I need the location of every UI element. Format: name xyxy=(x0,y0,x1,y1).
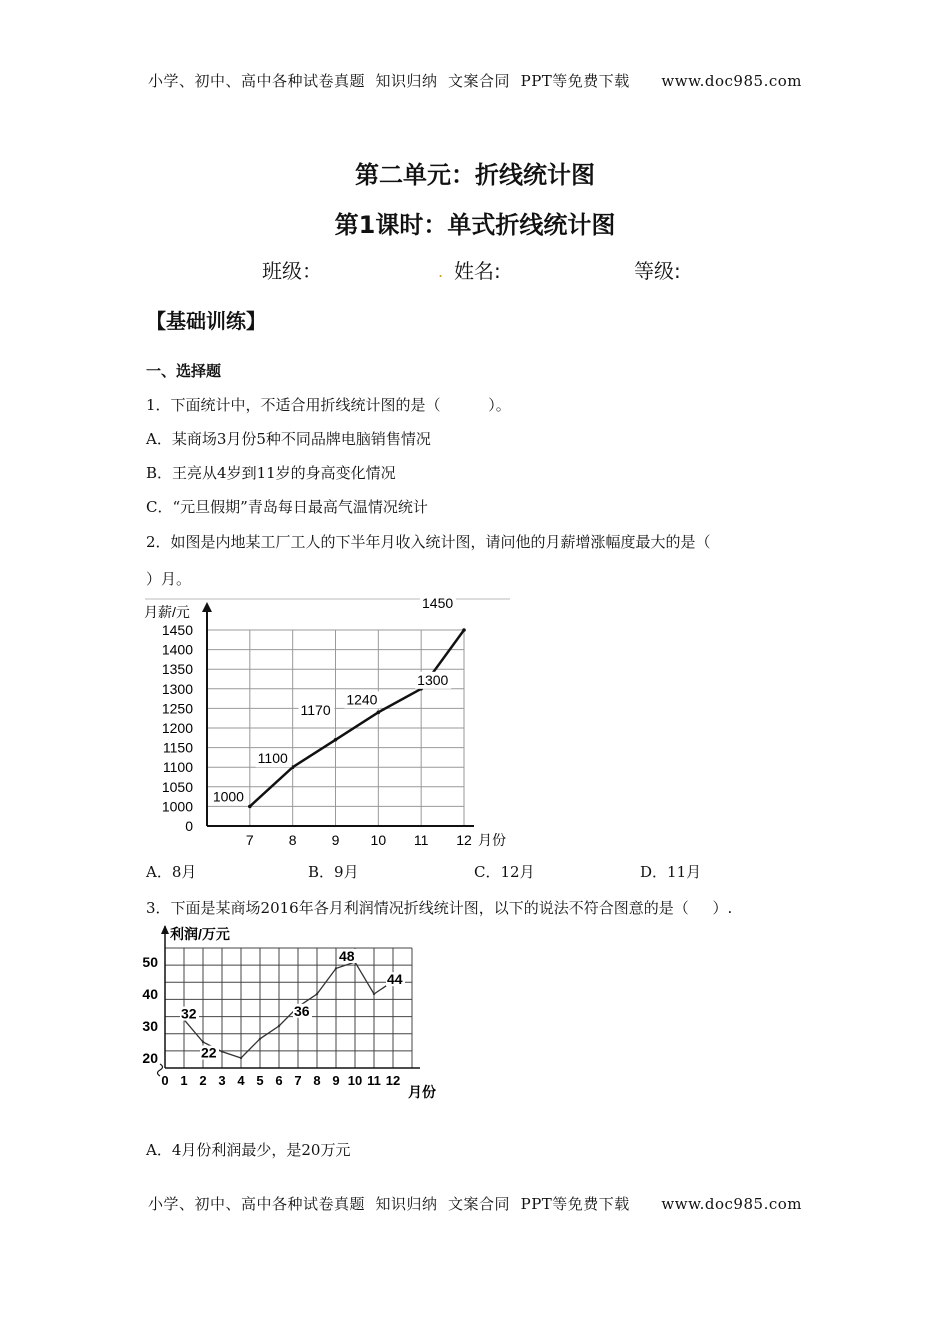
y-tick-label: 1400 xyxy=(161,641,193,658)
subsection-heading: 一、选择题 xyxy=(146,362,222,380)
profit-y-axis-label: 利润/万元 xyxy=(170,926,230,942)
y-tick-label: 1350 xyxy=(161,661,193,678)
profit-line-chart xyxy=(140,922,450,1107)
x-tick-label: 8 xyxy=(288,832,297,848)
y-tick-label: 1100 xyxy=(162,759,193,776)
data-label: 1100 xyxy=(257,750,288,767)
lesson-title: 第1课时：单式折线统计图 xyxy=(334,211,616,239)
data-point xyxy=(202,1041,204,1043)
question-3-stem: 3．下面是某商场2016年各月利润情况折线统计图，以下的说法不符合图意的是（ ）. xyxy=(146,899,733,917)
question-3-option-a: A．4月份利润最少，是20万元 xyxy=(146,1141,351,1159)
unit-title: 第二单元：折线统计图 xyxy=(355,161,595,189)
x-tick-label: 2 xyxy=(199,1073,207,1088)
y-tick-label: 1300 xyxy=(161,680,193,697)
x-tick-label: 4 xyxy=(237,1073,245,1088)
y-tick-label: 0 xyxy=(185,818,193,834)
y-tick-label: 1050 xyxy=(161,778,193,795)
data-point xyxy=(335,967,337,969)
data-label: 1000 xyxy=(212,788,244,805)
data-label: 1170 xyxy=(300,701,331,718)
y-tick-label: 50 xyxy=(142,954,158,970)
page-header: 小学、初中、高中各种试卷真题 知识归纳 文案合同 PPT等免费下载 www.doc985.com xyxy=(147,72,802,90)
data-point xyxy=(462,628,466,632)
question-2-option-c: C．12月 xyxy=(474,863,535,881)
y-tick-label: 1200 xyxy=(161,720,193,736)
x-tick-label: 7 xyxy=(294,1073,302,1088)
data-point xyxy=(221,1050,223,1052)
question-2-stem: 2．如图是内地某工厂工人的下半年月收入统计图，请问他的月薪增涨幅度最大的是（ xyxy=(146,533,711,551)
data-point xyxy=(316,993,318,995)
grade-label: 等级: xyxy=(634,259,681,283)
y-tick-label: 1250 xyxy=(161,700,193,717)
x-tick-label: 5 xyxy=(256,1073,264,1088)
data-point xyxy=(259,1038,261,1040)
data-point xyxy=(373,993,375,995)
data-point xyxy=(248,805,252,809)
data-label: 32 xyxy=(181,1005,197,1022)
question-1-option-a: A．某商场3月份5种不同品牌电脑销售情况 xyxy=(146,430,431,448)
x-tick-label: 0 xyxy=(161,1073,169,1088)
data-label: 48 xyxy=(339,948,355,964)
data-label: 22 xyxy=(201,1044,217,1061)
data-label: 1300 xyxy=(417,671,449,688)
info-dot: . xyxy=(438,262,444,281)
question-1-option-c: C．“元旦假期”青岛每日最高气温情况统计 xyxy=(146,498,428,516)
salary-y-axis-label: 月薪/元 xyxy=(144,604,190,620)
data-point xyxy=(377,711,381,715)
salary-series-line xyxy=(250,630,464,806)
question-2-stem-cont: ）月。 xyxy=(146,570,192,588)
x-tick-label: 11 xyxy=(413,832,429,848)
x-tick-label: 3 xyxy=(218,1073,226,1088)
x-tick-label: 10 xyxy=(370,832,387,848)
data-label: 36 xyxy=(294,1002,310,1019)
y-tick-label: 1450 xyxy=(161,622,193,638)
x-tick-label: 8 xyxy=(313,1073,321,1088)
y-tick-label: 1000 xyxy=(161,798,193,815)
salary-line-chart xyxy=(140,598,520,853)
x-tick-label: 6 xyxy=(275,1073,283,1088)
question-1-stem: 1．下面统计中，不适合用折线统计图的是（ ）。 xyxy=(146,396,511,414)
y-tick-label: 30 xyxy=(142,1018,158,1034)
x-tick-label: 7 xyxy=(245,832,254,848)
page-footer: 小学、初中、高中各种试卷真题 知识归纳 文案合同 PPT等免费下载 www.doc985.com xyxy=(147,1195,802,1213)
data-point xyxy=(240,1057,242,1059)
data-label: 1240 xyxy=(346,691,378,708)
x-tick-label: 10 xyxy=(347,1073,363,1088)
question-2-option-d: D．11月 xyxy=(640,863,702,881)
x-tick-label: 9 xyxy=(332,1073,340,1088)
y-axis-arrow xyxy=(161,925,169,934)
y-tick-label: 1150 xyxy=(162,739,193,756)
x-tick-label: 9 xyxy=(331,832,340,848)
profit-x-axis-label: 月份 xyxy=(408,1084,436,1100)
x-tick-label: 12 xyxy=(385,1073,401,1088)
data-point xyxy=(334,738,338,742)
salary-x-axis-label: 月份 xyxy=(478,832,506,848)
y-tick-label: 20 xyxy=(142,1050,158,1066)
data-point xyxy=(278,1025,280,1027)
data-label: 44 xyxy=(387,971,403,988)
question-1-option-b: B．王亮从4岁到11岁的身高变化情况 xyxy=(146,464,396,482)
question-2-option-a: A．8月 xyxy=(146,863,197,881)
x-tick-label: 1 xyxy=(180,1073,188,1088)
y-axis-arrow xyxy=(202,602,212,612)
y-tick-label: 40 xyxy=(142,986,158,1002)
data-label: 1450 xyxy=(422,598,454,611)
question-2-option-b: B．9月 xyxy=(308,863,359,881)
class-label: 班级： xyxy=(262,259,322,283)
profit-series-line xyxy=(184,962,393,1058)
section-heading: 【基础训练】 xyxy=(146,309,266,333)
name-label: 姓名: xyxy=(454,259,501,283)
x-tick-label: 11 xyxy=(367,1073,381,1088)
x-tick-label: 12 xyxy=(456,832,472,848)
